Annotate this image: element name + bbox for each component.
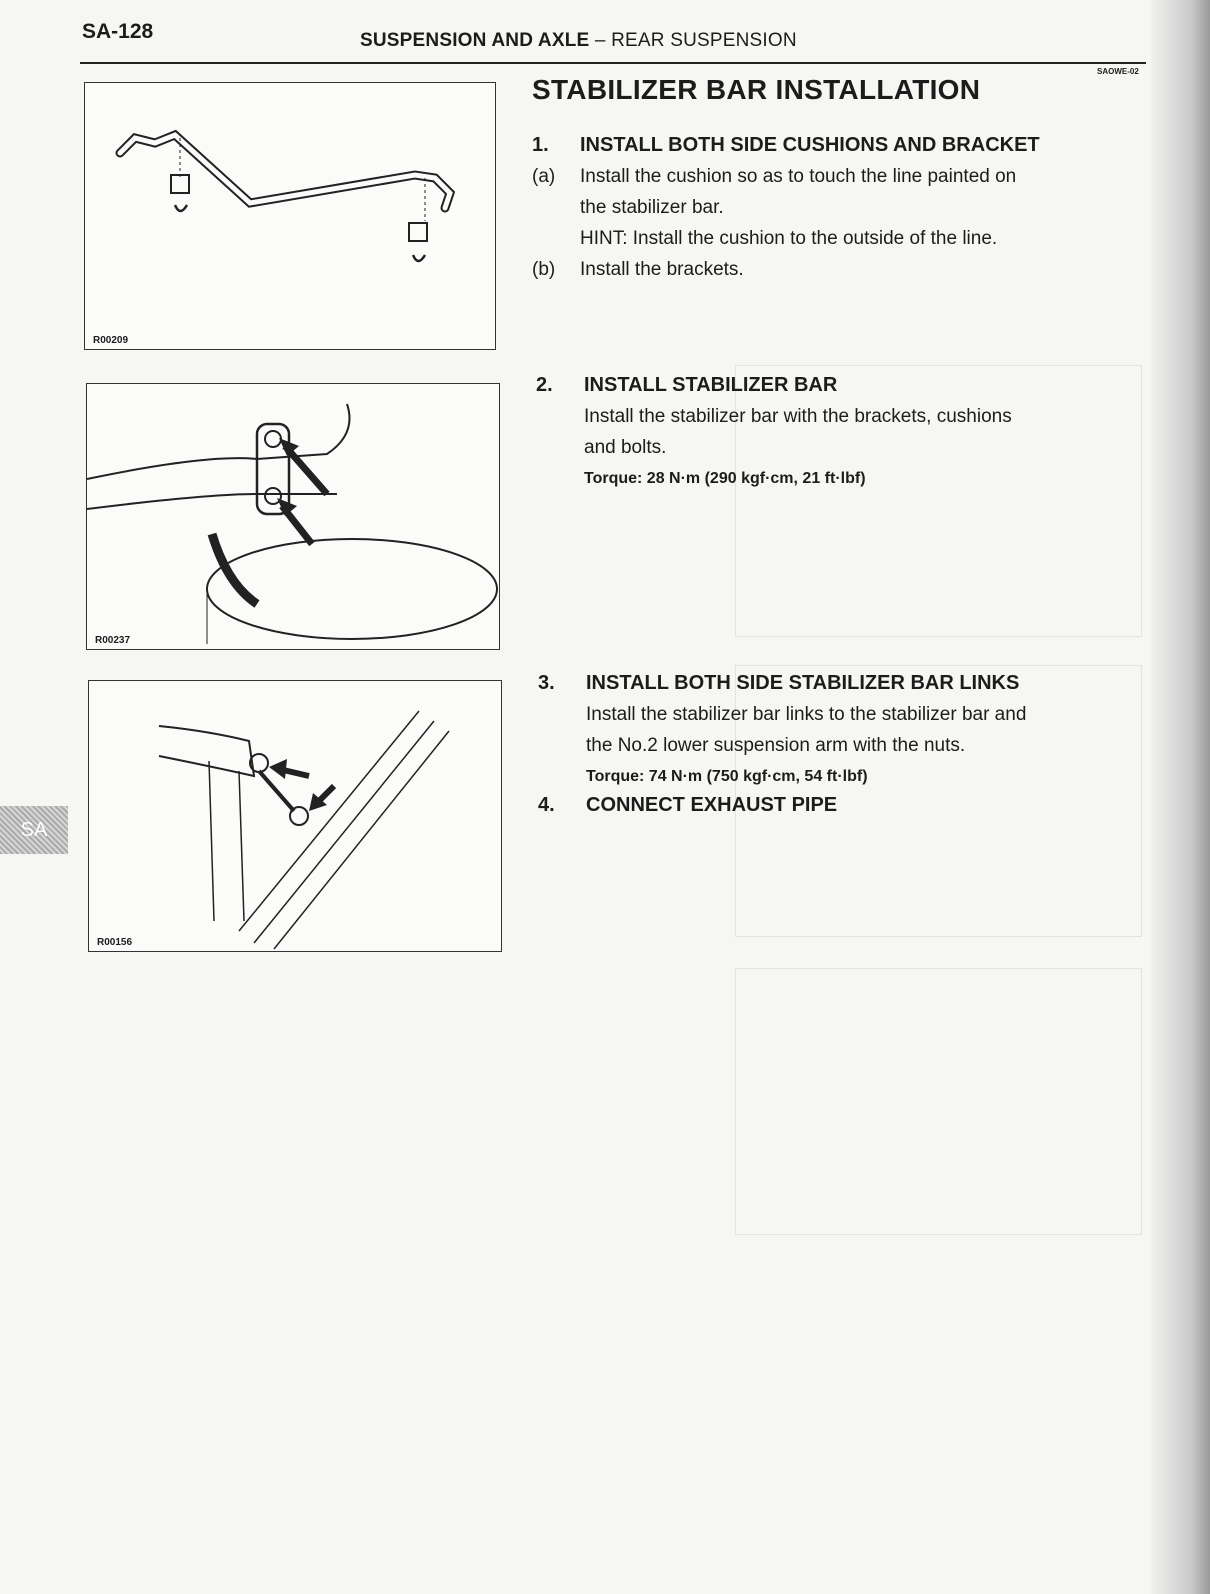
substep-b <box>532 254 1152 285</box>
section-tab: SA <box>0 806 68 854</box>
step-title: INSTALL STABILIZER BAR <box>584 374 838 396</box>
substep-text: Install the brackets. <box>580 259 744 280</box>
page-number: SA-128 <box>82 20 154 43</box>
step-title: CONNECT EXHAUST PIPE <box>586 794 838 816</box>
stabilizer-link-illustration <box>89 681 501 951</box>
figure-label: R00237 <box>95 635 131 646</box>
step-heading <box>532 130 1152 161</box>
step-title: INSTALL BOTH SIDE CUSHIONS AND BRACKET <box>580 134 1040 156</box>
torque-spec: Torque: 74 N·m (750 kgf·cm, 54 ft·lbf) <box>586 768 868 785</box>
substep-marker: (a) <box>532 166 556 187</box>
substep-a <box>532 161 1152 192</box>
step-title: INSTALL BOTH SIDE STABILIZER BAR LINKS <box>586 672 1020 694</box>
step-number: 4. <box>538 794 555 816</box>
figure-label: R00209 <box>93 335 129 346</box>
substep-marker: (b) <box>532 259 556 280</box>
step-4 <box>538 790 1158 821</box>
figure-label: R00156 <box>97 937 133 948</box>
document-code: SAOWE-02 <box>1097 67 1139 76</box>
bleed-through-figure <box>735 968 1142 1235</box>
section-title: SUSPENSION AND AXLE <box>360 30 590 51</box>
step-3 <box>538 668 1158 792</box>
step-text: and bolts. <box>584 437 667 458</box>
step-1 <box>532 130 1152 285</box>
figure-stabilizer-bar-cushions <box>84 82 496 350</box>
stabilizer-bar-illustration <box>85 83 495 349</box>
step-text: Install the stabilizer bar with the brackets, cushions <box>584 406 1012 427</box>
step-heading <box>538 668 1158 699</box>
header-rule <box>80 62 1146 64</box>
figure-stabilizer-bar-bolts <box>86 383 500 650</box>
torque-spec: Torque: 28 N·m (290 kgf·cm, 21 ft·lbf) <box>584 470 866 487</box>
step-text: Install the stabilizer bar links to the stabilizer bar and <box>586 704 1027 725</box>
substep-text: Install the cushion so as to touch the line painted on <box>580 166 1017 187</box>
step-heading <box>536 370 1156 401</box>
step-number: 2. <box>536 374 553 396</box>
running-header <box>360 30 797 52</box>
step-2 <box>536 370 1156 494</box>
substep-text-continued: the stabilizer bar. <box>580 197 724 218</box>
figure-stabilizer-bar-links <box>88 680 502 952</box>
step-text: the No.2 lower suspension arm with the nuts. <box>586 735 966 756</box>
step-number: 1. <box>532 134 549 156</box>
step-heading <box>538 790 1158 821</box>
subsection-title: REAR SUSPENSION <box>611 30 797 51</box>
step-number: 3. <box>538 672 555 694</box>
page-title: STABILIZER BAR INSTALLATION <box>532 74 981 105</box>
page-edge-shadow <box>1150 0 1210 1594</box>
stabilizer-bar-mount-illustration <box>87 384 499 649</box>
header-separator: – <box>594 30 606 51</box>
hint-text: HINT: Install the cushion to the outside of the line. <box>580 228 998 249</box>
